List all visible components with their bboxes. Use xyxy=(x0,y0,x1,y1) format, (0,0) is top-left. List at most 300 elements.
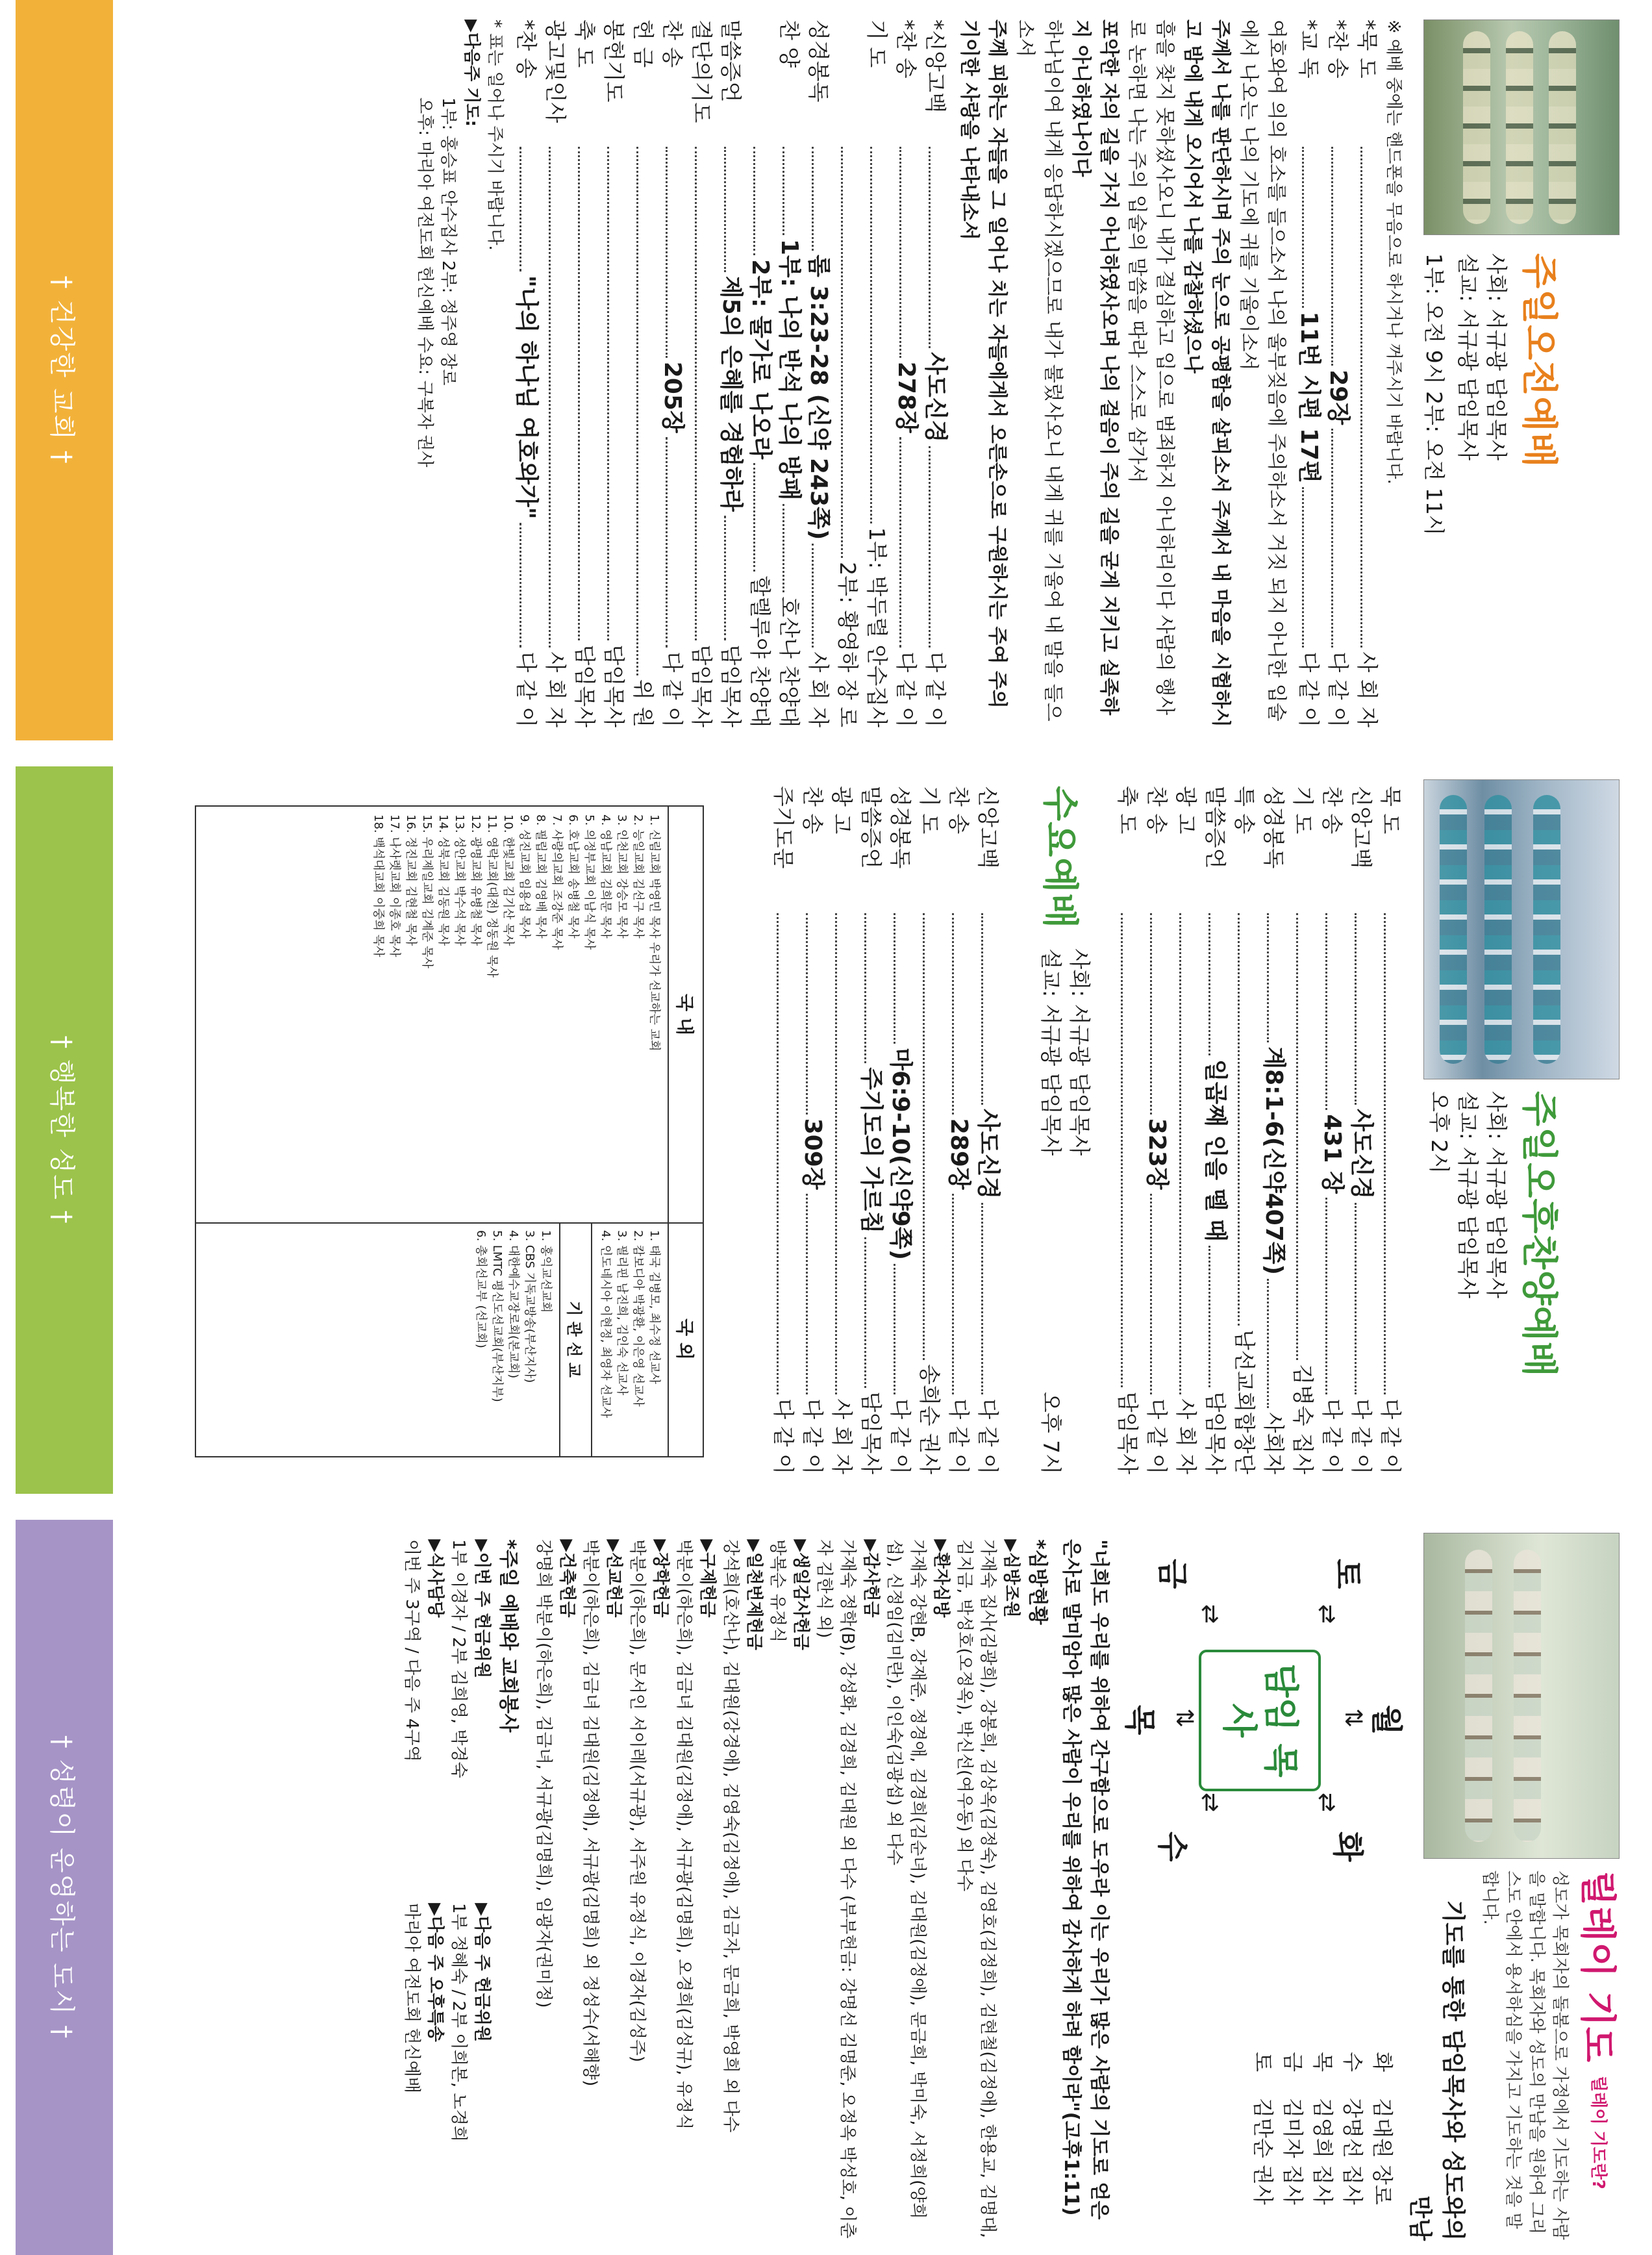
morning-item-row xyxy=(1323,19,1353,727)
leader-dots xyxy=(1325,1198,1347,1394)
leader-dots xyxy=(1355,913,1376,1105)
meal-label: ▶식사담당 xyxy=(425,1539,445,1618)
morning-item-label: *교 독 xyxy=(1296,19,1321,79)
org-mission-item: 4. 대한예수교장로회(본교회) xyxy=(507,1230,520,1379)
leader-dots xyxy=(1238,913,1259,1326)
morning-item-leader: 다 같 이 xyxy=(923,651,948,728)
scholarship-text: 박분이(하은희), 문서인 서이레(서규광), 서주원 유정식, 이경자(김성주) xyxy=(627,1539,647,2063)
birthday-text: 방복순 유정식 xyxy=(768,1539,787,1643)
panel-morning-service xyxy=(0,0,1652,740)
afternoon-time: 오후 2시 xyxy=(1427,1091,1452,1174)
morning-item-leader: 담임목사 xyxy=(601,644,627,727)
wednesday-item-leader: 다 같 이 xyxy=(975,1398,1001,1475)
wednesday-item-label: 주기도문 xyxy=(771,786,796,869)
morning-item-leader: 다 같 이 xyxy=(514,651,539,727)
wednesday-item-label: 광 고 xyxy=(829,786,855,835)
morning-item-label: 찬 양 xyxy=(777,19,802,68)
afternoon-item-row xyxy=(1142,786,1171,1474)
wednesday-item-row xyxy=(769,786,798,1474)
wednesday-title-block xyxy=(1036,786,1094,1474)
morning-item-value: "나의 하나님 여호와가" xyxy=(513,275,540,520)
arrow-fri: ⇄ xyxy=(1197,1604,1223,1624)
leader-dots xyxy=(1360,147,1382,648)
arrow-wed: ⇄ xyxy=(1197,1793,1223,1813)
morning-item-label: 찬 송 xyxy=(660,19,685,68)
afternoon-item-row xyxy=(1113,786,1142,1474)
afternoon-item-value: 일곱째 인을 뗄 때 xyxy=(1202,1059,1229,1242)
roster-day: 목 xyxy=(1310,2052,1335,2072)
afternoon-item-value: 323장 xyxy=(1144,1118,1170,1190)
org-mission-item: 5. LMTC 평신도선교회(부산지부) xyxy=(490,1230,504,1402)
morning-item-row xyxy=(687,19,716,727)
arrow-mon: ⇅ xyxy=(1340,1708,1366,1728)
leader-dots xyxy=(952,1194,973,1395)
domestic-church-item: 1. 신림교회 박영민 목사 우리가 선교하는 교회 xyxy=(647,814,661,1052)
leader-dots xyxy=(578,147,599,640)
leader-dots xyxy=(894,913,915,1044)
morning-item-label: 말씀증언 xyxy=(718,19,744,103)
morning-times: 1부: 오전 9시 2부: 오전 11시 xyxy=(1421,253,1447,536)
wednesday-item-row xyxy=(827,786,857,1474)
domestic-church-item: 18. 백석대교회 이중희 목사 xyxy=(371,814,385,957)
leader-dots xyxy=(607,147,629,640)
thanks-text: 가재숙 정학(B), 강성화, 김경희, 김대원 외 다수 (부부헌금: 강명선 김명준, 오정옥 박성호, 이춘자 김한식 외) xyxy=(814,1539,857,2239)
roster-day: 수 xyxy=(1340,2052,1365,2072)
roster-name: 김대원 장로 xyxy=(1370,2098,1395,2205)
morning-notice: ※ 예배 중에는 핸드폰을 무음으로 하시거나 꺼주시기 바랍니다. xyxy=(1384,19,1403,485)
leader-dots xyxy=(782,147,804,235)
leader-dots xyxy=(806,1194,827,1395)
scholarship-title: ▶장학헌금 xyxy=(651,1539,670,1618)
roster-day: 금 xyxy=(1281,2052,1305,2072)
afternoon-item-value: 사도신경 xyxy=(1348,1109,1375,1200)
leader-dots xyxy=(835,913,857,1394)
leader-dots xyxy=(812,544,833,648)
arrow-thu: ⇅ xyxy=(1171,1708,1197,1728)
leader-dots xyxy=(1302,487,1323,648)
leader-dots xyxy=(923,913,944,1360)
morning-item-value: 사도신경 xyxy=(922,352,949,443)
afternoon-item-label: 축 도 xyxy=(1115,786,1140,835)
morning-item-label: *찬 송 xyxy=(1325,19,1351,79)
prayer-title-block xyxy=(1248,1871,1626,2241)
mission-offering-text: 박분이(하은희), 김금녀 김대원(김정애), 서규광(김명희) 외 정성수(서해향) xyxy=(581,1539,600,2087)
afternoon-item-value: 431 장 xyxy=(1319,1114,1345,1194)
leader-dots xyxy=(899,437,921,648)
domestic-church-item: 15. 우리제일교회 김계준 목사 xyxy=(420,814,434,969)
leader-dots xyxy=(782,504,804,592)
relief-title: ▶구제헌금 xyxy=(697,1539,717,1618)
morning-item-leader: 담임목사 xyxy=(718,644,744,727)
leader-dots xyxy=(1296,913,1318,1360)
domestic-church-item: 11. 영락교회(대전) 정동원 목사 xyxy=(485,814,499,978)
this-week-text: 1부 이경자 / 2부 김희영, 박경숙 xyxy=(449,1539,468,1778)
wednesday-item-leader: 다 같 이 xyxy=(800,1398,825,1474)
domestic-church-item: 12. 광명교회 유병철 목사 xyxy=(469,814,482,946)
afternoon-item-row xyxy=(1259,786,1288,1474)
morning-item-row xyxy=(716,19,745,727)
leader-dots xyxy=(724,516,745,641)
wednesday-item-label: 기 도 xyxy=(917,786,942,835)
morning-item-label: 헌 금 xyxy=(631,19,656,68)
morning-title: 주일오전예배 xyxy=(1518,253,1560,468)
leader-dots xyxy=(981,913,1003,1105)
leader-dots xyxy=(1267,913,1288,1042)
wednesday-item-row xyxy=(944,786,973,1474)
morning-item-row xyxy=(833,19,862,727)
wednesday-item-row xyxy=(973,786,1003,1474)
morning-item-value: 제5의 은혜를 경험하라 xyxy=(718,275,744,512)
domestic-church-item: 14. 성북교회 김동원 목사 xyxy=(436,814,450,946)
one-text: 강석희(호산나), 김대원(강경애), 김영숙(김정애), 김금자, 문금희, 박영희 외 다수 xyxy=(721,1539,740,2133)
afternoon-item-leader: 담임목사 xyxy=(1115,1391,1140,1474)
day-tue: 화 xyxy=(1329,1832,1366,1862)
newcomer-title: ▶환자심방 xyxy=(931,1539,951,1618)
domestic-church-item: 17. 나사렛교회 이종호 목사 xyxy=(388,814,401,957)
leader-dots xyxy=(899,147,921,358)
weekly-title: *주일 예배와 교회봉사 xyxy=(497,1539,519,1733)
psalm-reading-1: 여호와여 의의 호소를 들으소서 나의 울부짖음에 주의하소서 거짓 되지 아니한 입술에서 나오는 나의 기도에 귀를 기울이소서 xyxy=(1237,19,1288,722)
prayer-title: 릴레이 기도 xyxy=(1576,1871,1618,2063)
morning-item-leader: 다 같 이 xyxy=(1296,651,1321,727)
morning-item-row xyxy=(862,19,892,727)
wednesday-item-leader: 송희순 권사 xyxy=(917,1364,942,1474)
morning-item-label: 축 도 xyxy=(572,19,597,68)
morning-item-leader: 사 회 자 xyxy=(1355,651,1380,727)
domestic-church-item: 2. 능일교회 김선구 목사 xyxy=(631,814,645,939)
afternoon-item-row xyxy=(1201,786,1230,1474)
foreign-mission-item: 3. 필리핀 남진희, 김인숙 선교사 xyxy=(615,1230,629,1396)
wednesday-title: 수요예배 xyxy=(1038,786,1081,929)
day-sat: 토 xyxy=(1329,1559,1366,1589)
wednesday-item-value: 309장 xyxy=(799,1118,826,1190)
roster-row xyxy=(1368,1871,1397,2241)
org-header: 기 관 선 교 xyxy=(559,1222,591,1456)
church-news xyxy=(400,1539,1113,2241)
wednesday-preacher: 설교: 서규광 담임목사 xyxy=(1038,948,1064,1156)
roster-row xyxy=(1338,1871,1368,2241)
leader-dots xyxy=(864,1237,886,1387)
choir-photo xyxy=(1423,19,1620,235)
fellowship-photo xyxy=(1423,1533,1620,1859)
leader-dots xyxy=(1121,913,1142,1387)
foreign-mission-item: 1. 태국 김병모, 최수정 선교사 xyxy=(647,1230,661,1385)
congregation-photo xyxy=(1423,779,1620,1079)
psalm-reading-3: 흠을 찾지 못하셨사오니 내가 결심하고 입으로 범죄하지 아니하리이다 사람의 행사로 논하면 나는 주의 입술의 말씀을 따라 스스로 삼가서 xyxy=(1125,19,1176,716)
morning-order xyxy=(413,19,1405,727)
morning-item-value: 1부: 나의 반석 나의 방패 xyxy=(776,238,803,501)
afternoon-item-leader: 다 같 이 xyxy=(1378,1398,1403,1474)
leader-dots xyxy=(519,147,541,271)
wednesday-item-row xyxy=(857,786,886,1474)
wednesday-item-value: 마6:9-10(신약9쪽) xyxy=(887,1048,914,1260)
wednesday-item-label: 신앙고백 xyxy=(975,786,1001,869)
prayer-lead-title: 기도를 통한 담임목사와 성도와의 만남 xyxy=(1407,1900,1466,2241)
leader-dots xyxy=(666,437,687,648)
foreign-column xyxy=(196,1222,703,1456)
roster-row xyxy=(1278,1871,1308,2241)
morning-item-row xyxy=(745,19,775,727)
this-week-label: ▶이번 주 헌금위원 xyxy=(472,1539,492,1678)
morning-item-row xyxy=(892,19,921,727)
afternoon-officiant: 사회: 서규광 담임목사 xyxy=(1484,1091,1509,1298)
building-text: 강명희 박분이(하은희), 김금녀, 서규광(김명희), 임광자(권미정) xyxy=(534,1539,553,2008)
morning-item-row xyxy=(541,19,570,727)
domestic-header: 국 내 xyxy=(668,807,703,1222)
afternoon-item-leader: 사 회 자 xyxy=(1173,1398,1199,1474)
leader-dots xyxy=(812,147,833,251)
morning-item-row xyxy=(570,19,599,727)
domestic-church-item: 3. 인천교회 강승모 목사 xyxy=(615,814,629,939)
afternoon-item-leader: 다 같 이 xyxy=(1144,1398,1170,1474)
morning-item-leader: 다 같 이 xyxy=(660,651,685,727)
wednesday-item-leader: 다 같 이 xyxy=(946,1398,971,1474)
mission-table xyxy=(195,805,704,1457)
psalm-reading-5: 하나님이여 내게 응답하시겠으므로 내가 불렀사오니 내게 귀를 기울여 내 말을 들으소서 xyxy=(1014,19,1064,722)
afternoon-title: 주일오후찬양예배 xyxy=(1518,1091,1560,1378)
afternoon-order xyxy=(1113,786,1405,1474)
roster-day: 화 xyxy=(1370,2052,1395,2072)
visit-title: *심방현황 xyxy=(1026,1539,1049,1625)
leader-dots xyxy=(1150,1194,1171,1395)
morning-item-leader: 사 회 자 xyxy=(806,651,831,727)
wednesday-item-leader: 다 같 이 xyxy=(888,1398,913,1474)
morning-item-row xyxy=(599,19,629,727)
leader-dots xyxy=(1150,913,1171,1115)
prayer-desc: 성도가 목회자의 돌봄으로 가정에서 기도하는 사람을 말합니다. 목회자와 성도의 만남을 원하여 그리스도 안에서 용서하심을 가지고 기도하는 것을 말합니다. xyxy=(1480,1871,1570,2240)
roster-name: 김미자 집사 xyxy=(1281,2098,1305,2205)
morning-title-block xyxy=(1420,253,1568,721)
morning-item-value: 278장 xyxy=(893,361,920,433)
wednesday-item-leader: 사 회 자 xyxy=(829,1398,855,1474)
day-wed: 수 xyxy=(1154,1832,1190,1862)
pastor-center-box: 담임 목사 xyxy=(1199,1650,1321,1791)
morning-item-leader: 위 원 xyxy=(631,679,656,727)
morning-item-value: 205장 xyxy=(659,361,686,433)
leader-dots xyxy=(636,147,658,675)
morning-item-leader: 할렐루야 찬양대 xyxy=(747,575,773,727)
domestic-church-item: 5. 의정부교회 이남식 목사 xyxy=(582,814,596,950)
morning-item-value: 29장 xyxy=(1325,370,1351,425)
morning-item-label: 광고및인사 xyxy=(543,19,568,123)
leader-dots xyxy=(777,913,798,1394)
leader-dots xyxy=(806,913,827,1115)
psalm-reading-4: 포악한 자의 길을 가지 아니하였사오며 나의 걸음이 주의 길을 굳게 지키고 실족하지 아니하였나이다 xyxy=(1070,19,1120,716)
wednesday-item-row xyxy=(915,786,944,1474)
roster-day: 토 xyxy=(1251,2052,1275,2072)
visit-sub: ▶심방조원 xyxy=(1001,1539,1021,1618)
afternoon-item-label: 묵 도 xyxy=(1378,786,1403,835)
footer-band-1 xyxy=(16,0,113,740)
morning-footnote: * 표는 일어나 주시기 바랍니다. xyxy=(485,19,505,251)
afternoon-item-leader: 김병숙 집사 xyxy=(1290,1364,1316,1474)
leader-dots xyxy=(864,913,886,1063)
afternoon-item-label: 특 송 xyxy=(1232,786,1257,835)
afternoon-item-label: 말씀증언 xyxy=(1203,786,1228,869)
leader-dots xyxy=(753,463,775,572)
morning-item-label: 결단의기도 xyxy=(689,19,714,123)
choir-text: 마리아 여전도회 헌신예배 xyxy=(402,1903,421,2093)
leader-dots xyxy=(519,523,541,648)
morning-item-row xyxy=(804,19,833,727)
wednesday-item-row xyxy=(798,786,827,1474)
leader-dots xyxy=(894,1264,915,1394)
leader-dots xyxy=(1302,147,1323,308)
afternoon-item-row xyxy=(1347,786,1376,1474)
morning-item-label: *신앙고백 xyxy=(923,19,948,114)
choir-label: ▶다음 주 오후특송 xyxy=(425,1903,445,2042)
leader-dots xyxy=(1325,913,1347,1110)
roster-name: 김영희 집사 xyxy=(1310,2098,1335,2205)
next-prayer-line-2: 오후: 마리아 여전도회 헌신예배 수요: 구복자 권사 xyxy=(415,97,434,468)
domestic-church-item: 6. 호남교회 송병철 목사 xyxy=(566,814,580,939)
afternoon-item-row xyxy=(1288,786,1318,1474)
morning-item-label: 성경봉독 xyxy=(806,19,831,103)
roster-row xyxy=(1308,1871,1338,2241)
leader-dots xyxy=(1267,1279,1288,1408)
wednesday-time: 오후 7시 xyxy=(1038,1391,1064,1474)
morning-item-label xyxy=(745,19,775,143)
foreign-mission-item: 2. 캄보디아 박광환, 이은영 선교사 xyxy=(631,1230,645,1407)
morning-item-leader: 담임목사 xyxy=(572,644,597,727)
domestic-church-item: 4. 영남교회 김희문 목사 xyxy=(599,814,612,939)
leader-dots xyxy=(1384,913,1405,1394)
morning-item-label: *찬 송 xyxy=(514,19,539,79)
next-week-text: 1부 정혜숙 / 2부 이희본, 노경희 xyxy=(449,1903,468,2142)
org-mission-item: 6. 총회선교부 (선교회) xyxy=(474,1230,488,1348)
wednesday-item-value: 사도신경 xyxy=(975,1109,1001,1200)
afternoon-item-leader: 다 같 이 xyxy=(1349,1398,1374,1475)
footer-text-2: † 행복한 성도 † xyxy=(47,1035,77,1225)
day-mon: 월 xyxy=(1368,1705,1405,1735)
leader-dots xyxy=(1331,147,1353,366)
afternoon-item-leader: 남선교회합창단 xyxy=(1232,1329,1257,1474)
leader-dots xyxy=(870,147,892,523)
morning-item-row xyxy=(512,19,541,727)
domestic-church-item: 9. 성진교회 임용섭 목사 xyxy=(518,814,531,939)
morning-item-leader: 1부: 박두렬 안수집사 xyxy=(864,527,890,727)
org-mission-item: 3. CBS 기독교방송(부산지사) xyxy=(523,1230,536,1383)
wednesday-item-leader: 다 같 이 xyxy=(771,1398,796,1474)
afternoon-item-label: 신앙고백 xyxy=(1349,786,1374,869)
morning-item-row xyxy=(1294,19,1323,727)
afternoon-item-row xyxy=(1376,786,1405,1474)
wednesday-officiant: 사회: 서규광 담임목사 xyxy=(1067,948,1092,1156)
newcomer-text: 가재숙 강현B, 강재준, 정경애, 김경희(김순녀), 김대원(김정애), 문금희, 박미숙, 서정희(양희섭), 신정임(김미란), 이인숙(김광섭) 외 다수 xyxy=(884,1539,927,2219)
afternoon-item-value: 계8:1-6(신약407쪽) xyxy=(1260,1046,1287,1276)
birthday-title: ▶생일감사헌금 xyxy=(791,1539,810,1650)
afternoon-item-label: 성경봉독 xyxy=(1261,786,1286,869)
afternoon-item-label: 찬 송 xyxy=(1144,786,1170,835)
next-prayer-line-1: 1부: 홍승표 안수집사 2부: 정주영 장로 xyxy=(438,97,458,386)
domestic-column xyxy=(196,807,703,1224)
afternoon-preacher: 설교: 서규광 담임목사 xyxy=(1455,1091,1481,1298)
prayer-verse: "너희도 우리를 위하여 간구함으로 도우라 이는 우리가 많은 사람의 기도로 얻은 은사로 말미암아 많은 사람이 우리를 위하여 감사하게 하려 함이라"(고후1:11) xyxy=(1060,1539,1110,2220)
panel-prayer-news xyxy=(0,1520,1652,2255)
domestic-church-item: 7. 사랑의교회 조강준 목사 xyxy=(550,814,564,950)
leader-dots xyxy=(666,147,687,358)
morning-item-label: 기 도 xyxy=(864,19,890,68)
footer-text-1: † 건강한 교회 † xyxy=(47,275,77,465)
morning-item-label: *묵 도 xyxy=(1355,19,1380,79)
afternoon-title-block xyxy=(1425,1091,1568,1481)
prayer-relay-diagram xyxy=(1121,1546,1412,1896)
afternoon-item-label: 기 도 xyxy=(1290,786,1316,835)
leader-dots xyxy=(724,147,745,272)
psalm-reading-2: 주께서 나를 판단하시며 주의 눈으로 공평함을 살피소서 주께서 내 마음을 시험하시고 밤에 내게 오시어서 나를 감찰하셨으나 xyxy=(1181,19,1232,727)
leader-dots xyxy=(1179,913,1201,1394)
thanks-title: ▶감사헌금 xyxy=(861,1539,881,1618)
relief-text: 박분이(하은희), 김금녀 김대원(김정애), 서규광(김명희), 오경희(김성규), 유정식 xyxy=(674,1539,694,2130)
leader-dots xyxy=(695,147,716,640)
morning-officiant: 사회: 서규광 담임목사 xyxy=(1484,253,1509,460)
afternoon-item-row xyxy=(1230,786,1259,1474)
building-title: ▶건축헌금 xyxy=(557,1539,577,1618)
leader-dots xyxy=(1331,429,1353,648)
leader-dots xyxy=(1208,913,1230,1055)
footer-band-3 xyxy=(16,1520,113,2255)
domestic-church-item: 8. 필립교회 김영배 목사 xyxy=(534,814,547,939)
leader-dots xyxy=(981,1203,1003,1394)
leader-dots xyxy=(841,147,862,558)
day-fri: 금 xyxy=(1154,1559,1190,1589)
mission-offering-title: ▶선교헌금 xyxy=(604,1539,623,1618)
afternoon-item-row xyxy=(1318,786,1347,1474)
leader-dots xyxy=(1355,1203,1376,1394)
afternoon-item-leader: 다 같 이 xyxy=(1320,1398,1345,1474)
next-prayer-label: ▶다음주 기도: xyxy=(462,19,481,127)
leader-dots xyxy=(1208,1246,1230,1388)
morning-item-label: *찬 송 xyxy=(894,19,919,79)
morning-item-value: 롬 3:23-28 (신약 243쪽) xyxy=(805,255,832,540)
roster-name: 김만순 권사 xyxy=(1251,2098,1275,2205)
morning-item-leader: 사 회 자 xyxy=(543,651,568,727)
roster-row xyxy=(1248,1871,1278,2241)
domestic-church-item: 13. 성안교회 박수석 목사 xyxy=(453,814,466,946)
wednesday-item-value: 289장 xyxy=(945,1118,972,1190)
wednesday-item-label: 말씀증언 xyxy=(858,786,884,869)
domestic-church-item: 10. 한빛교회 김기산 목사 xyxy=(501,814,515,946)
afternoon-item-row xyxy=(1171,786,1201,1474)
meal-text: 이번 주 3구역 / 다음 주 4구역 xyxy=(402,1539,421,1762)
morning-item-value: 2부: 물가로 나오라 xyxy=(747,259,773,460)
one-title: ▶일천번제헌금 xyxy=(744,1539,764,1650)
leader-dots xyxy=(952,913,973,1115)
morning-item-row xyxy=(629,19,658,727)
morning-item-row xyxy=(1353,19,1382,727)
wednesday-item-label: 성경봉독 xyxy=(888,786,913,869)
prayer-subtitle: 릴레이 기도란? xyxy=(1588,2075,1608,2189)
afternoon-item-label: 광 고 xyxy=(1173,786,1199,835)
morning-item-leader: 다 같 이 xyxy=(1325,651,1351,727)
leader-dots xyxy=(753,147,775,255)
psalm-reading-6: 주께 피하는 자들을 그 일어나 치는 자들에게서 오른손으로 구원하시는 주여 주의 기이한 사랑을 나타내소서 xyxy=(958,19,1008,709)
afternoon-item-leader: 사회자 xyxy=(1261,1412,1286,1475)
leader-dots xyxy=(929,147,950,348)
afternoon-item-leader: 담임목사 xyxy=(1203,1391,1228,1474)
wednesday-order xyxy=(769,786,1003,1474)
arrow-tue: ⇄ xyxy=(1314,1793,1340,1813)
morning-item-leader: 다 같 이 xyxy=(894,651,919,727)
panel-afternoon-wednesday xyxy=(0,766,1652,1494)
morning-item-label xyxy=(833,19,862,143)
wednesday-item-value: 주기도의 가르침 xyxy=(858,1067,884,1234)
foreign-header: 국 외 xyxy=(668,1222,703,1456)
wednesday-item-row xyxy=(886,786,915,1474)
foreign-mission-item: 4. 인도네시아 이현정, 최영자 선교사 xyxy=(599,1230,612,1418)
footer-text-3: † 성령이 운영하는 도시 † xyxy=(47,1735,77,2040)
morning-item-leader: 호산나 찬양대 xyxy=(777,596,802,728)
